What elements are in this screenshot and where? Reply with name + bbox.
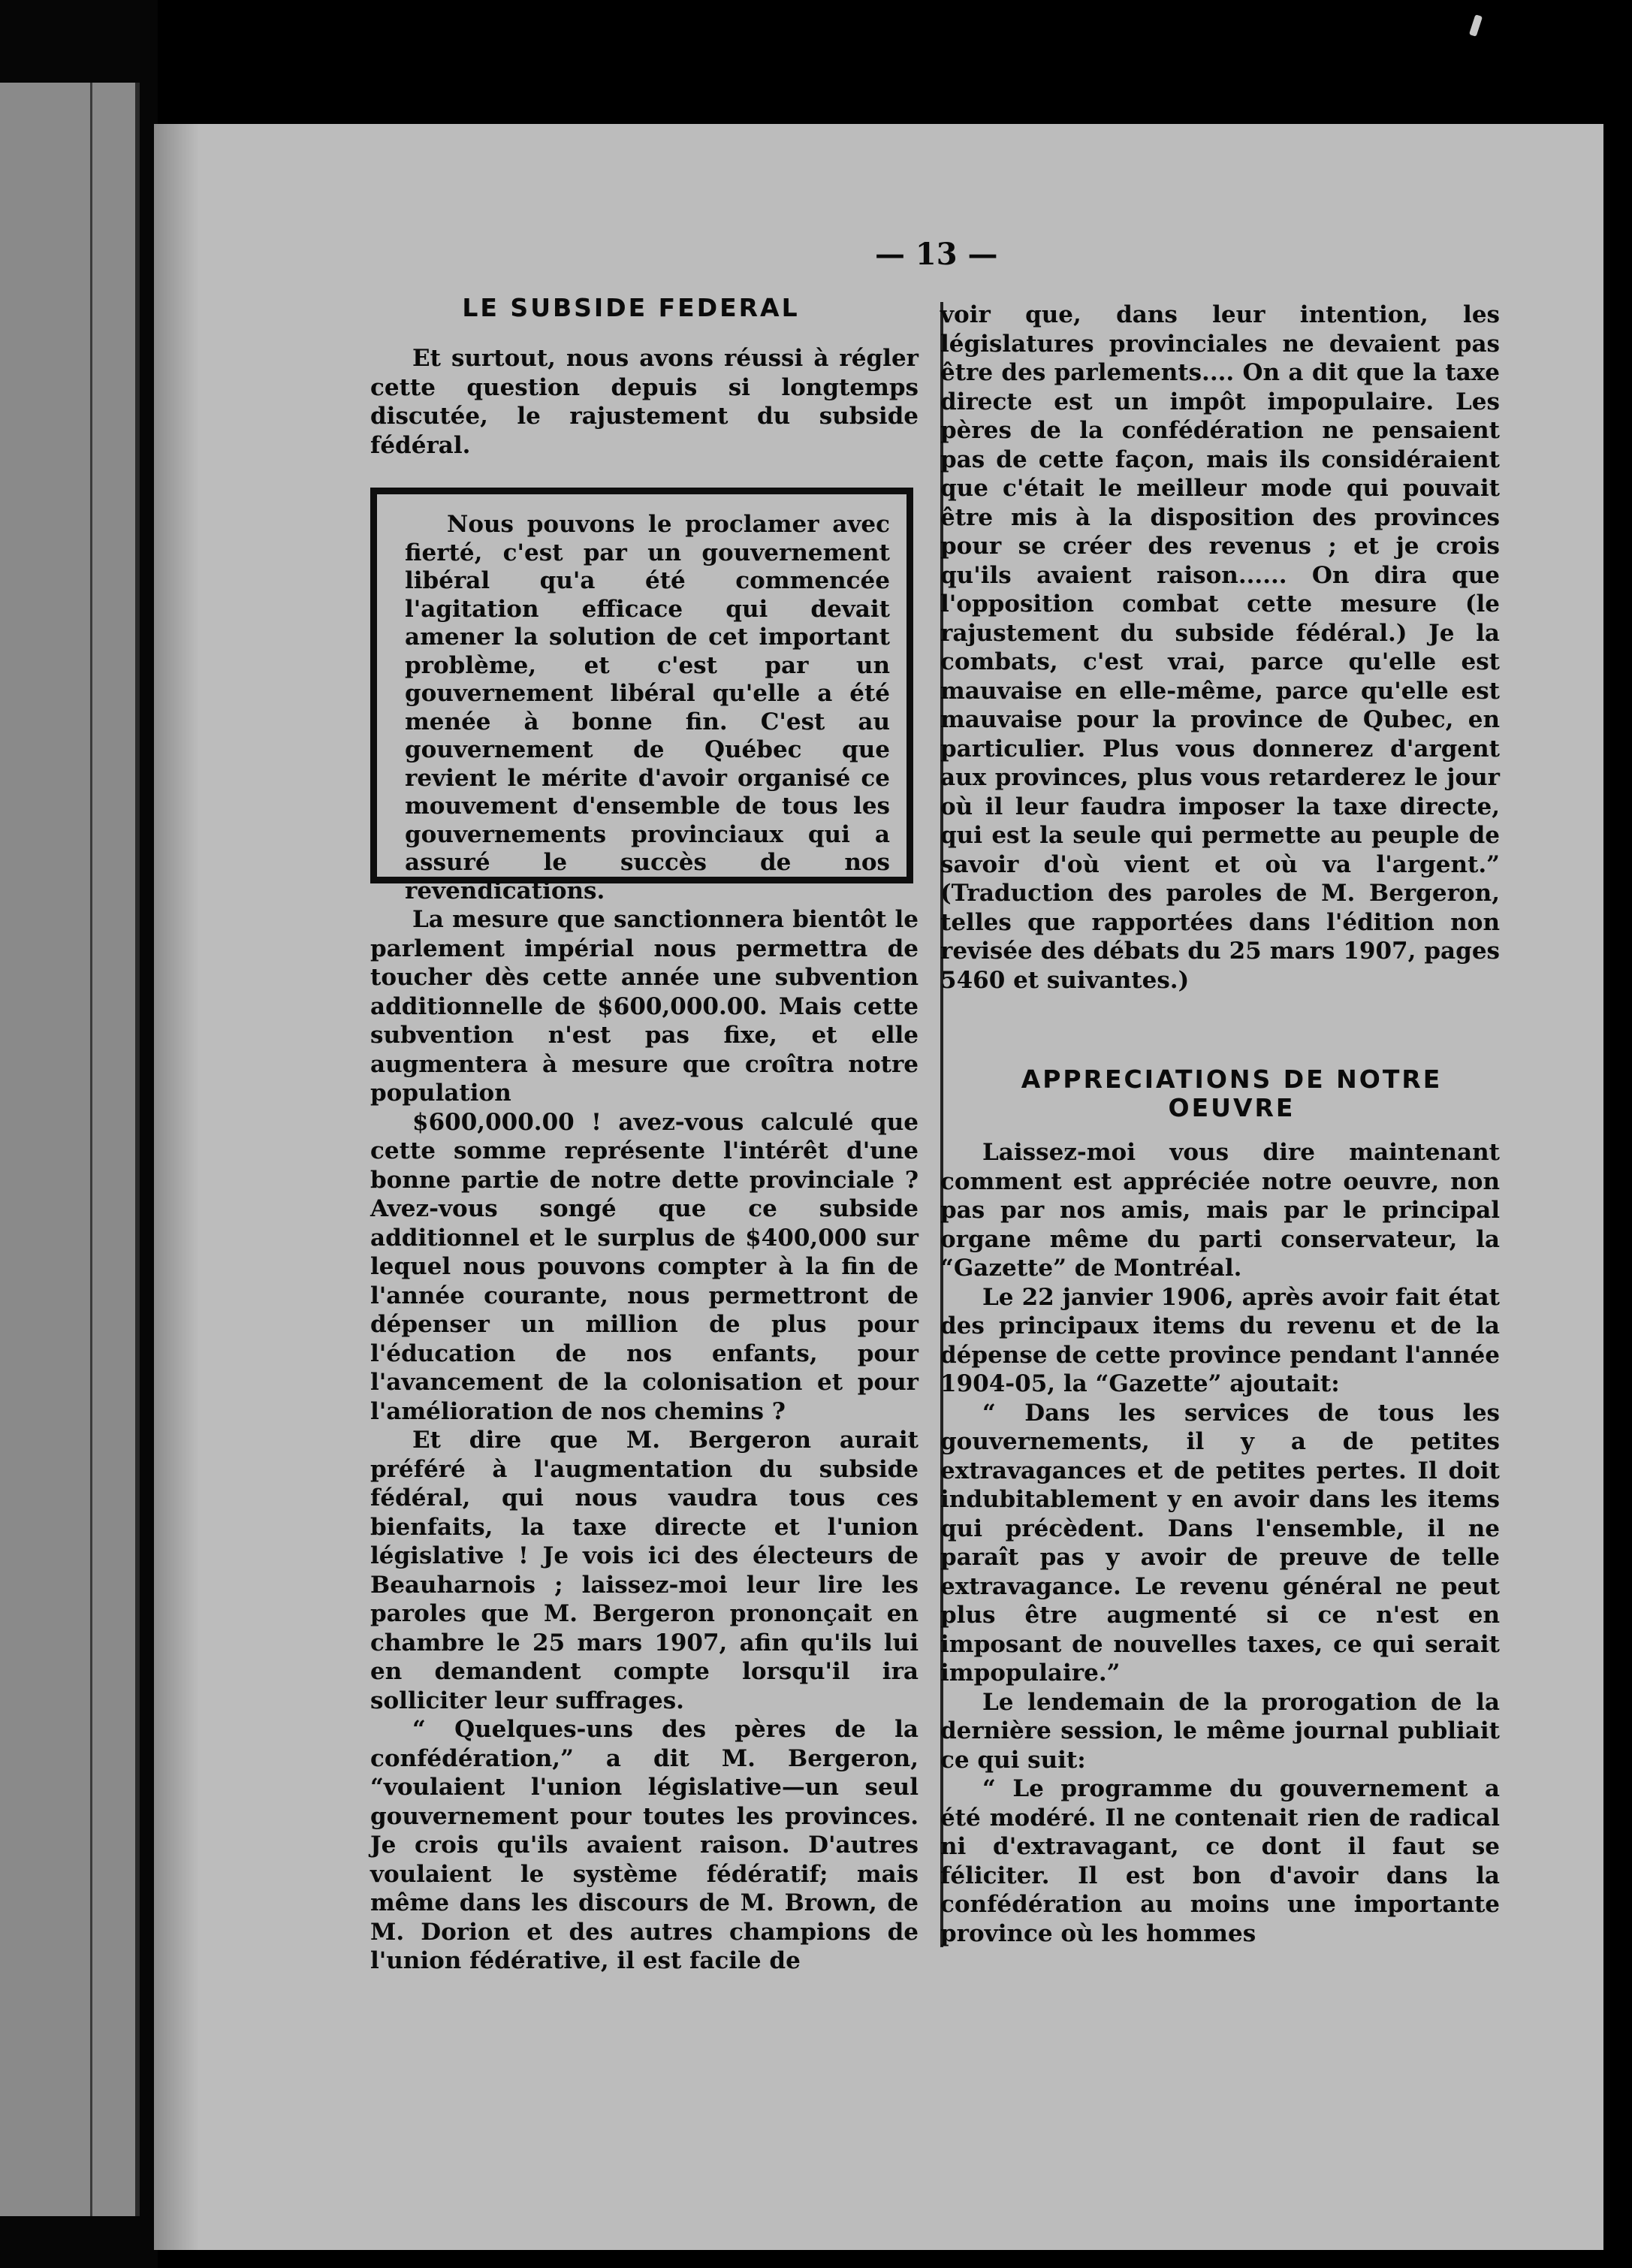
heading-line-2: OEUVRE [1168, 1093, 1296, 1122]
paragraph-quote-bergeron: “ Quelques-uns des pères de la confédération,” a dit M. Bergeron, “voulaient l'union législative—un seul gouvernement pour toutes les provinces. Je crois qu'ils avaient raison. D'autres voulaient le système fédératif; mais même dans les discours de M. Brown, de M. Dorion et des autres champions de l'union fédérative, il est facile de [370, 1716, 919, 1974]
intro-text: Et surtout, nous avons réussi à régler cette question depuis si longtemps discutée, le rajustement du subside fédéral. [370, 345, 919, 459]
paragraph-continuation: voir que, dans leur intention, les législatures provinciales ne devaient pas être des parlements.... On a dit que la taxe directe est un impôt impopulaire. Les pères de la confédération ne pensaient pas de cette façon, mais ils considéraient que c'était le meilleur mode qui pouvait être mis à la disposition des provinces pour se créer des revenus ; et je crois qu'ils avaient raison...... On dira que l'opposition combat cette mesure (le rajustement du subside fédéral.) Je la combats, c'est vrai, parce qu'elle est mauvaise en elle-même, parce qu'elle est mauvaise pour la province de Qubec, en particulier. Plus vous donnerez d'argent aux provinces, plus vous retarderez le jour où il leur faudra imposer la taxe directe, qui est la seule qui permette au peuple de savoir d'où vient et où va l'argent.” (Traduction des paroles de M. Bergeron, telles que rapportées dans l'édition non revisée des débats du 25 mars 1907, pages 5460 et suivantes.) [940, 301, 1500, 994]
paragraph-appreciee: Laissez-moi vous dire maintenant comment est appréciée notre oeuvre, non pas par nos amis, mais par le principal organe même du parti conservateur, la “Gazette” de Montréal. [940, 1139, 1500, 1282]
right-column-body [940, 1138, 1500, 1948]
section-heading-subside: LE SUBSIDE FEDERAL [462, 293, 800, 322]
paragraph-programme: “ Le programme du gouvernement a été modéré. Il ne contenait rien de radical ni d'extravagant, ce dont il faut se féliciter. Il est bon d'avoir dans la confédération au moins une importante province où les hommes [940, 1775, 1500, 1947]
paragraph-bergeron: Et dire que M. Bergeron aurait préféré à l'augmentation du subside fédéral, qui nous vaudra tous ces bienfaits, la taxe directe et l'union législative ! Je vois ici des électeurs de Beauharnois ; laissez-moi leur lire les paroles que M. Bergeron prononçait en chambre le 25 mars 1907, afin qu'ils lui en demandent compte lorsqu'il ira solliciter leur suffrages. [370, 1427, 919, 1714]
right-column-continuation [940, 300, 1500, 995]
page-gutter-shadow [154, 124, 199, 2250]
boxed-quote [370, 488, 913, 904]
scan-speck [1469, 14, 1483, 37]
left-column-body [370, 905, 919, 1976]
page-number: — 13 — [875, 237, 998, 272]
paragraph-subvention: La mesure que sanctionnera bientôt le parlement impérial nous permettra de toucher dès cette année une subvention additionnelle de $600,000.00. Mais cette subvention n'est pas fixe, et elle augmentera à mesure que croîtra notre population [370, 906, 919, 1107]
boxed-quote-text: Nous pouvons le proclamer avec fierté, c'est par un gouvernement libéral qu'a été commencée l'agitation efficace qui devait amener la solution de cet important problème, et c'est par un gouvernement libéral qu'elle a été menée à bonne fin. C'est au gouvernement de Québec que revient le mérite d'avoir organisé ce mouvement d'ensemble de tous les gouvernements provinciaux qui a assuré le succès de nos revendications. [405, 511, 890, 904]
heading-line-1: APPRECIATIONS DE NOTRE [1021, 1065, 1443, 1094]
paragraph-600000: $600,000.00 ! avez-vous calculé que cette somme représente l'intérêt d'une bonne partie de notre dette provinciale ? Avez-vous songé que ce subside additionnel et le surplus de $400,000 sur lequel nous pouvons compter à la fin de l'année courante, nous permettront de dépenser un million de plus pour l'éducation de nos enfants, pour l'avancement de la colonisation et pour l'amélioration de nos chemins ? [370, 1108, 919, 1425]
paragraph-22-janvier: Le 22 janvier 1906, après avoir fait état des principaux items du revenu et de la dépense de cette province pendant l'année 1904-05, la “Gazette” ajoutait: [940, 1283, 1500, 1397]
section-heading-appreciations [976, 1065, 1487, 1122]
intro-paragraph [370, 344, 919, 460]
paragraph-gazette-quote: “ Dans les services de tous les gouvernements, il y a de petites extravagances et de petites pertes. Il doit indubitablement y en avoir dans les items qui précèdent. Dans l'ensemble, il ne paraît pas y avoir de preuve de telle extravagance. Le revenu général ne peut plus être augmenté si ce n'est en imposant de nouvelles taxes, ce qui serait impopulaire.” [940, 1399, 1500, 1687]
previous-page-edge [0, 83, 140, 2216]
paragraph-lendemain: Le lendemain de la prorogation de la dernière session, le même journal publiait ce qui suit: [940, 1688, 1500, 1774]
